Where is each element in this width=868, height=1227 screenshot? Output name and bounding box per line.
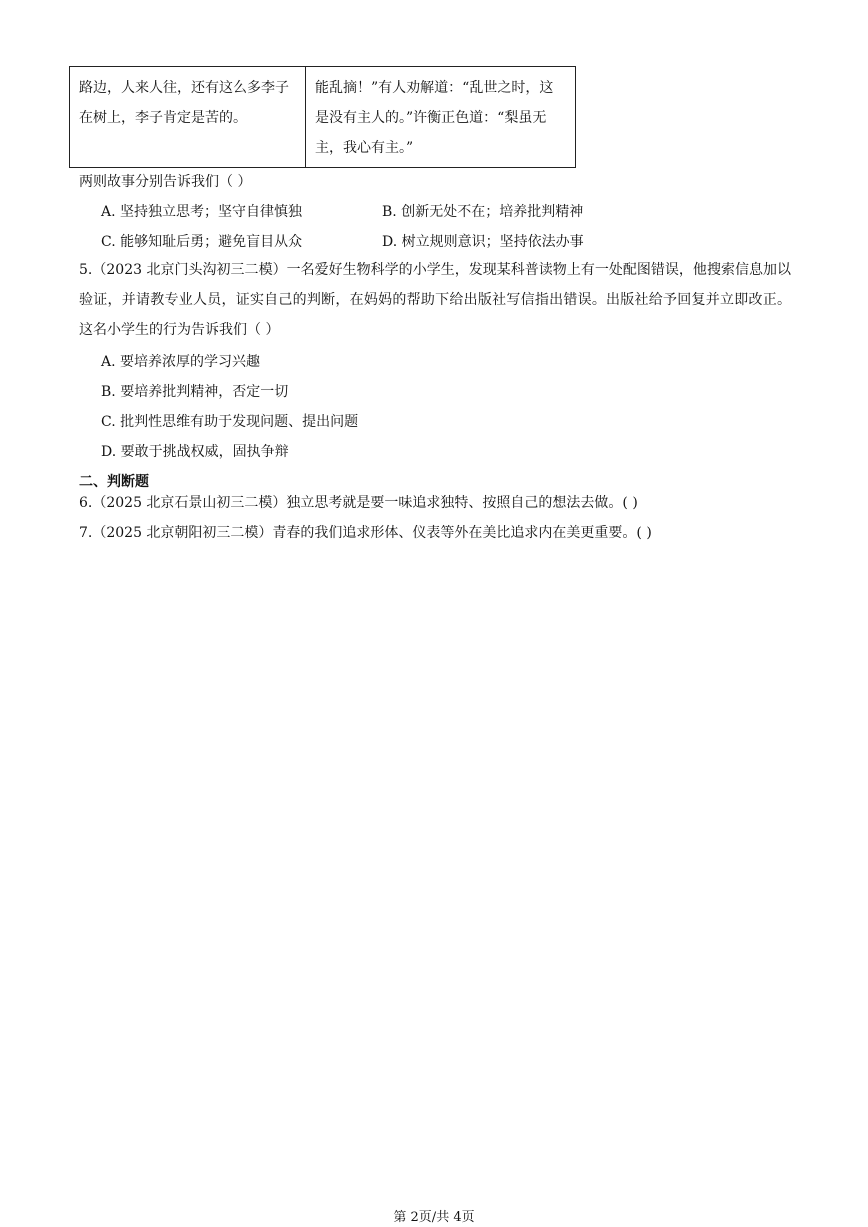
- q4-stem: 两则故事分别告诉我们（ ）: [79, 174, 252, 190]
- q5-option-a: A. 要培养浓厚的学习兴趣: [101, 354, 261, 370]
- q4-option-d: D. 树立规则意识；坚持依法办事: [382, 234, 584, 250]
- q4-option-c: C. 能够知耻后勇；避免盲目从众: [101, 234, 303, 250]
- q5-option-d: D. 要敢于挑战权威，固执争辩: [101, 444, 289, 460]
- q6-text: 6.（2025 北京石景山初三二模）独立思考就是要一味追求独特、按照自己的想法去做。( ): [79, 495, 638, 511]
- q5-option-b: B. 要培养批判精神，否定一切: [101, 384, 289, 400]
- section-title-judgment: 二、判断题: [79, 474, 149, 490]
- q5-option-c: C. 批判性思维有助于发现问题、提出问题: [101, 414, 359, 430]
- page-footer: 第 2页/共 4页: [393, 1210, 475, 1225]
- story-cell-right: 能乱摘！”有人劝解道：“乱世之时，这是没有主人的。”许衡正色道：“梨虽无主，我心有主。”: [315, 80, 554, 156]
- q7-text: 7.（2025 北京朝阳初三二模）青春的我们追求形体、仪表等外在美比追求内在美更重要。( ): [79, 525, 652, 541]
- q4-option-a: A. 坚持独立思考；坚守自律慎独: [101, 204, 303, 220]
- story-table: [69, 66, 576, 168]
- q4-option-b: B. 创新无处不在；培养批判精神: [382, 204, 584, 220]
- story-cell-left: 路边，人来人往，还有这么多李子在树上，李子肯定是苦的。: [70, 67, 306, 167]
- q5-stem: 5.（2023 北京门头沟初三二模）一名爱好生物科学的小学生，发现某科普读物上有一处配图错误，他搜索信息加以验证，并请教专业人员，证实自己的判断，在妈妈的帮助下给出版社写信指出错误。出版社给予回复并立即改正。这名小学生的行为告诉我们（ ）: [79, 262, 791, 338]
